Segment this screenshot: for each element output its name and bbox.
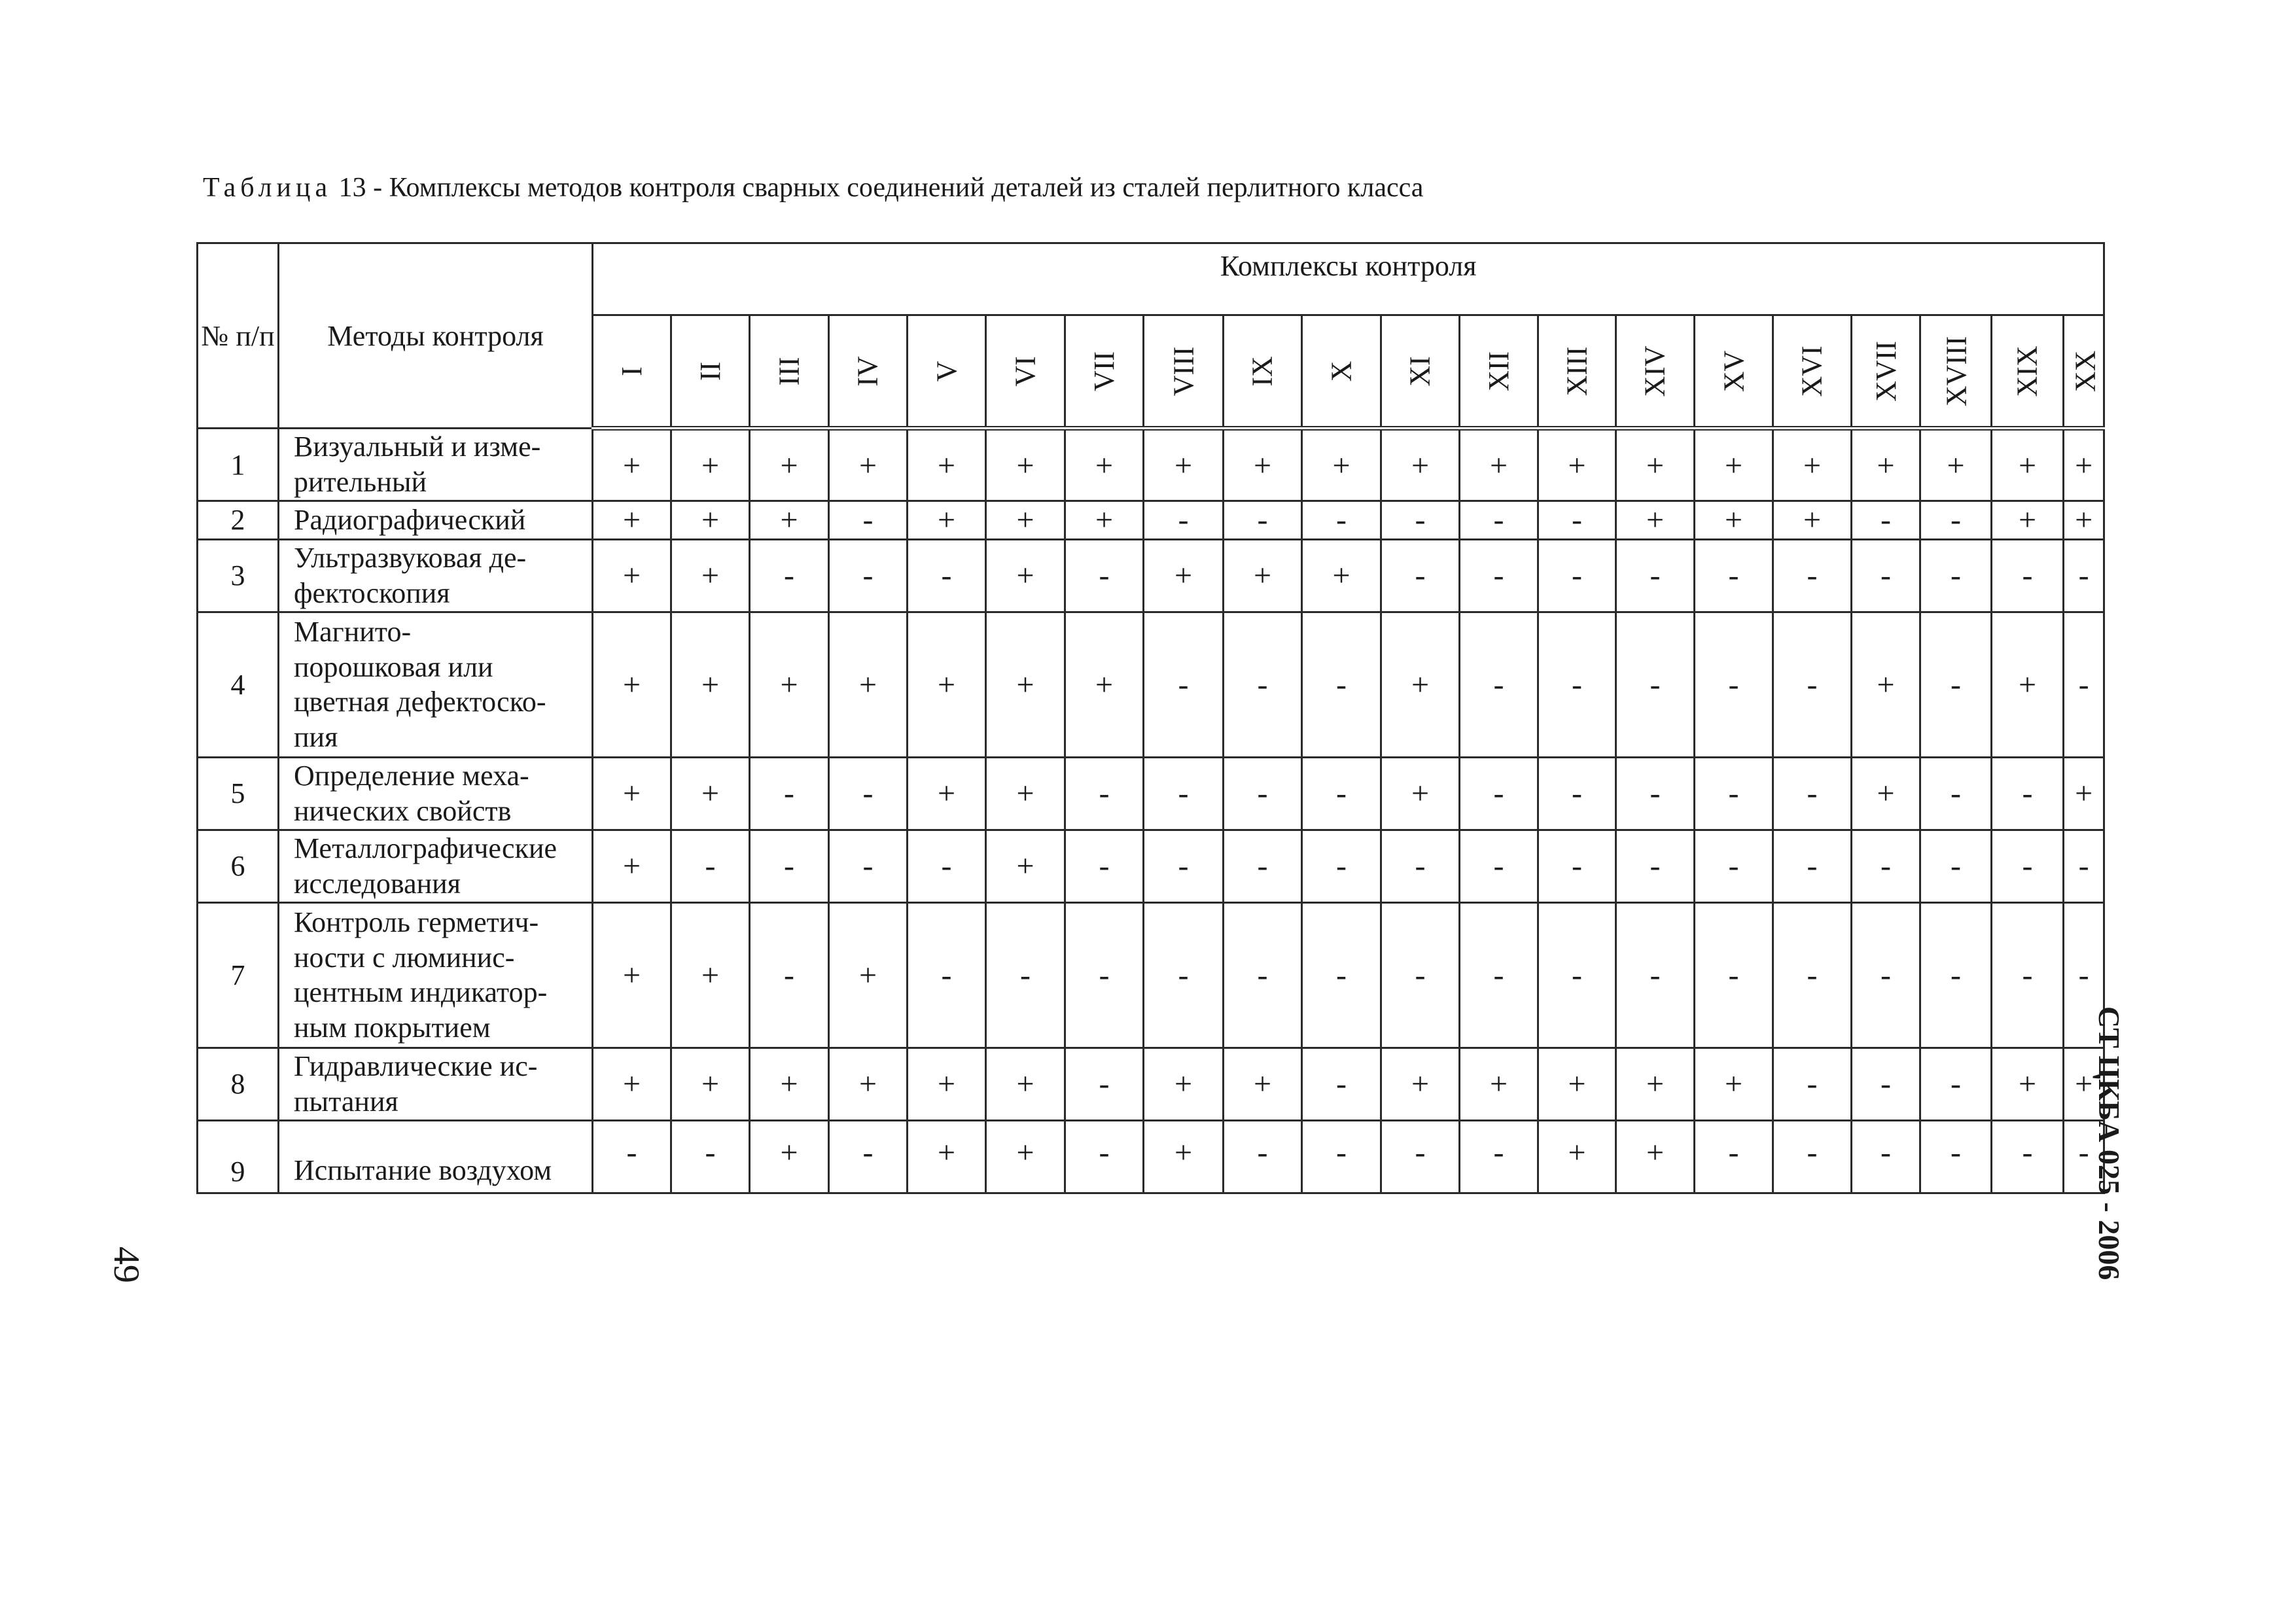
complex-value: - [1616,539,1695,612]
complex-value: - [1920,830,1992,902]
complex-value: - [750,757,829,830]
method-name [279,903,593,1048]
complex-value: - [1695,830,1773,902]
method-name [279,1121,593,1193]
row-number: 9 [198,1121,279,1193]
complex-value: - [1920,612,1992,757]
complex-value: + [1695,501,1773,539]
table-caption [203,171,1423,204]
complex-value: - [1381,501,1460,539]
complex-value: - [1538,539,1616,612]
row-number: 2 [198,501,279,539]
complex-value: - [1460,539,1538,612]
complex-value: + [2064,757,2104,830]
complex-value: - [1920,1048,1992,1120]
complex-value: - [829,539,908,612]
complex-value: - [750,903,829,1048]
complex-value: + [1381,1048,1460,1120]
complex-value: - [1065,1121,1144,1193]
page-number: 49 [106,1246,147,1283]
complex-value: + [1695,429,1773,501]
header-complex-label: X [1325,361,1358,381]
complex-value: + [908,1121,986,1193]
complex-value: - [1920,1121,1992,1193]
complex-value: + [671,612,750,757]
complex-value: - [1852,1121,1920,1193]
complex-value: - [1381,830,1460,902]
complex-value: + [1992,1048,2064,1120]
header-complex-label: XVII [1869,340,1902,402]
header-complex-label: XIX [2011,345,2043,397]
header-complex-vii [1065,315,1144,429]
header-complex-label: V [930,361,963,381]
table-row [198,757,2104,830]
table-row [198,1121,2104,1193]
complex-value: + [829,1048,908,1120]
method-name [279,539,593,612]
complex-value: + [671,1048,750,1120]
complex-value: - [1224,612,1302,757]
header-complex-iii [750,315,829,429]
complex-value: + [1538,1121,1616,1193]
complex-value: - [1920,757,1992,830]
method-name-line: Определение меха- [294,760,529,792]
header-complex-label: XIV [1638,345,1671,397]
header-complex-xvii [1852,315,1920,429]
header-num: № п/п [198,243,279,429]
complex-value: - [1992,1121,2064,1193]
complex-value: - [1224,757,1302,830]
method-name-line: Ультразвуковая де- [294,542,527,574]
complex-value: - [1224,903,1302,1048]
row-number: 8 [198,1048,279,1120]
complex-value: - [2064,903,2104,1048]
complex-value: + [593,903,671,1048]
complex-value: - [1302,501,1381,539]
header-complex-label: XII [1483,351,1515,391]
complex-value: - [2064,1121,2104,1193]
header-complex-label: IX [1246,355,1279,387]
complex-value: - [1538,501,1616,539]
control-methods-table [196,242,2105,1194]
complex-value: - [671,830,750,902]
header-complex-x [1302,315,1381,429]
complex-value: + [986,539,1065,612]
method-name-line: Визуальный и изме- [294,431,541,463]
complex-value: - [1460,612,1538,757]
complex-value: + [1224,1048,1302,1120]
complex-value: - [1616,830,1695,902]
complex-value: + [1616,1048,1695,1120]
complex-value: - [1302,1048,1381,1120]
method-name-line: пия [294,720,338,753]
complex-value: + [1144,1121,1224,1193]
complex-value: + [908,1048,986,1120]
complex-value: - [1920,501,1992,539]
complex-value: + [593,539,671,612]
header-complex-xvi [1773,315,1852,429]
complex-value: - [1695,612,1773,757]
header-complex-label: XI [1404,355,1436,387]
method-name-line: Испытание воздухом [294,1154,552,1187]
row-number: 4 [198,612,279,757]
complex-value: + [1852,429,1920,501]
complex-value: - [1538,757,1616,830]
complex-value: - [1144,903,1224,1048]
complex-value: + [1992,612,2064,757]
complex-value: + [986,612,1065,757]
complex-value: + [1460,429,1538,501]
complex-value: - [1538,612,1616,757]
complex-value: + [1920,429,1992,501]
method-name-line: центным индикатор- [294,976,548,1009]
complex-value: - [1302,1121,1381,1193]
complex-value: - [1065,830,1144,902]
complex-value: - [2064,539,2104,612]
complex-value: - [1302,903,1381,1048]
complex-value: + [986,1048,1065,1120]
header-complex-xviii [1920,315,1992,429]
complex-value: + [986,1121,1065,1193]
complex-value: - [829,830,908,902]
method-name-line: Контроль герметич- [294,906,539,939]
method-name-line: Радиографический [294,504,526,537]
complex-value: + [593,1048,671,1120]
complex-value: + [1538,1048,1616,1120]
complex-value: - [829,757,908,830]
complex-value: - [750,830,829,902]
complex-value: - [1695,539,1773,612]
complex-value: + [1616,429,1695,501]
complex-value: - [1992,539,2064,612]
complex-value: - [986,903,1065,1048]
complex-value: + [1381,757,1460,830]
complex-value: + [986,830,1065,902]
header-methods: Методы контроля [279,243,593,429]
complex-value: - [1773,539,1852,612]
header-complex-vi [986,315,1065,429]
complex-value: - [1773,612,1852,757]
complex-value: + [908,612,986,757]
complex-value: + [1144,1048,1224,1120]
complex-value: - [908,830,986,902]
complex-value: - [1065,1048,1144,1120]
complex-value: + [908,757,986,830]
complex-value: - [1460,830,1538,902]
complex-value: - [1852,539,1920,612]
header-complex-label: I [616,366,648,376]
complex-value: + [671,539,750,612]
complex-value: + [750,612,829,757]
complex-value: + [1381,429,1460,501]
method-name-line: Гидравлические ис- [294,1050,538,1083]
method-name [279,501,593,539]
table-row [198,501,2104,539]
header-complex-label: III [773,357,805,385]
method-name-line: пытания [294,1085,398,1118]
complex-value: - [1538,830,1616,902]
header-complex-ii [671,315,750,429]
method-name-line: Металлографические [294,832,557,865]
complex-value: - [1224,1121,1302,1193]
header-complex-ix [1224,315,1302,429]
complex-value: + [2064,501,2104,539]
method-name-line: исследования [294,867,461,900]
complex-value: + [671,757,750,830]
complex-value: - [750,539,829,612]
complex-value: + [2064,1048,2104,1120]
table-row [198,612,2104,757]
complex-value: - [1773,830,1852,902]
complex-value: - [908,903,986,1048]
complex-value: - [1460,903,1538,1048]
header-complex-label: II [694,361,726,381]
header-complex-label: XX [2069,350,2102,392]
header-complex-iv [829,315,908,429]
method-name-line: Магнито- [294,615,412,648]
table-row [198,903,2104,1048]
complex-value: - [1695,757,1773,830]
table-row [198,429,2104,501]
complex-value: - [671,1121,750,1193]
complex-value: + [593,757,671,830]
complex-value: - [1302,757,1381,830]
header-complexes: Комплексы контроля [593,243,2104,315]
complex-value: - [1992,903,2064,1048]
complex-value: + [2064,429,2104,501]
complex-value: + [593,429,671,501]
complex-value: - [1616,903,1695,1048]
complex-value: - [1616,757,1695,830]
header-complex-label: XVIII [1940,336,1973,406]
complex-value: - [1852,1048,1920,1120]
row-number: 5 [198,757,279,830]
method-name-line: цветная дефектоско- [294,686,546,718]
complex-value: + [1695,1048,1773,1120]
complex-value: - [1302,830,1381,902]
complex-value: + [1460,1048,1538,1120]
complex-value: + [1852,757,1920,830]
complex-value: + [1302,429,1381,501]
complex-value: + [986,429,1065,501]
complex-value: - [1852,501,1920,539]
complex-value: - [1144,830,1224,902]
complex-value: + [986,757,1065,830]
complex-value: + [1773,501,1852,539]
complex-value: + [1773,429,1852,501]
method-name [279,429,593,501]
complex-value: - [1460,757,1538,830]
complex-value: + [1224,429,1302,501]
header-complex-label: VI [1009,355,1042,387]
header-complex-xv [1695,315,1773,429]
complex-value: - [1302,612,1381,757]
table-caption-text: 13 - Комплексы методов контроля сварных соединений деталей из сталей перлитного класса [338,173,1424,203]
complex-value: + [1065,429,1144,501]
complex-value: + [671,501,750,539]
complex-value: - [1773,1048,1852,1120]
header-complex-v [908,315,986,429]
complex-value: + [1302,539,1381,612]
complex-value: - [1992,830,2064,902]
complex-value: + [1616,501,1695,539]
complex-value: + [1616,1121,1695,1193]
complex-value: - [1773,757,1852,830]
complex-value: - [1224,830,1302,902]
complex-value: + [1992,429,2064,501]
header-complex-xiv [1616,315,1695,429]
complex-value: - [1920,539,1992,612]
method-name [279,757,593,830]
row-number: 7 [198,903,279,1048]
method-name-line: нических свойств [294,794,512,827]
complex-value: + [750,1121,829,1193]
complex-value: + [750,501,829,539]
table-row [198,830,2104,902]
complex-value: + [1144,539,1224,612]
complex-value: + [1381,612,1460,757]
row-number: 6 [198,830,279,902]
header-complex-label: XV [1718,350,1750,392]
complex-value: - [1538,903,1616,1048]
header-complex-xi [1381,315,1460,429]
table-row [198,1048,2104,1120]
method-name-line: ности с люминис- [294,941,515,974]
complex-value: - [1065,757,1144,830]
complex-value: - [1616,612,1695,757]
complex-value: + [908,429,986,501]
method-name-line: ным покрытием [294,1012,491,1044]
header-complex-xiii [1538,315,1616,429]
document-code: СТ ЦКБА 025 - 2006 [2093,1006,2126,1280]
complex-value: - [1773,903,1852,1048]
complex-value: - [1852,830,1920,902]
complex-value: - [1852,903,1920,1048]
complex-value: + [986,501,1065,539]
header-complex-label: IV [852,355,884,387]
complex-value: + [750,429,829,501]
table-caption-lead: Таблица [203,173,332,203]
complex-value: - [1460,501,1538,539]
complex-value: - [1144,612,1224,757]
method-name-line: порошковая или [294,650,493,683]
method-name-line: рительный [294,466,427,499]
complex-value: - [1224,501,1302,539]
complex-value: + [593,501,671,539]
complex-value: - [1920,903,1992,1048]
complex-value: - [829,1121,908,1193]
complex-value: + [908,501,986,539]
complex-value: - [2064,612,2104,757]
complex-value: - [1992,757,2064,830]
header-complex-viii [1144,315,1224,429]
complex-value: - [1381,903,1460,1048]
complex-value: + [1065,501,1144,539]
complex-value: - [1144,501,1224,539]
complex-value: - [1144,757,1224,830]
complex-value: + [1852,612,1920,757]
method-name-line: фектоскопия [294,576,450,609]
table-body [198,429,2104,1193]
complex-value: - [1381,539,1460,612]
complex-value: - [593,1121,671,1193]
complex-value: + [1065,612,1144,757]
complex-value: - [1460,1121,1538,1193]
row-number: 3 [198,539,279,612]
complex-value: - [908,539,986,612]
method-name [279,1048,593,1120]
complex-value: - [1065,903,1144,1048]
complex-value: - [2064,830,2104,902]
complex-value: - [1695,1121,1773,1193]
complex-value: + [829,612,908,757]
complex-value: + [1144,429,1224,501]
complex-value: + [1224,539,1302,612]
complex-value: - [829,501,908,539]
complex-value: + [593,612,671,757]
header-complex-xix [1992,315,2064,429]
complex-value: + [829,429,908,501]
header-complex-label: VIII [1167,346,1199,396]
header-complex-i [593,315,671,429]
header-complex-xii [1460,315,1538,429]
header-complex-label: XIII [1561,346,1593,396]
row-number: 1 [198,429,279,501]
complex-value: + [1992,501,2064,539]
complex-value: + [593,830,671,902]
complex-value: - [1695,903,1773,1048]
complex-value: - [1065,539,1144,612]
complex-value: - [1773,1121,1852,1193]
method-name [279,830,593,902]
header-complex-label: XVI [1795,345,1828,397]
complex-value: + [750,1048,829,1120]
method-name [279,612,593,757]
complex-value: + [829,903,908,1048]
complex-value: + [1538,429,1616,501]
complex-value: - [1381,1121,1460,1193]
header-complex-label: VII [1088,351,1120,391]
header-complex-xx [2064,315,2104,429]
table-row [198,539,2104,612]
complex-value: + [671,429,750,501]
complex-value: + [671,903,750,1048]
